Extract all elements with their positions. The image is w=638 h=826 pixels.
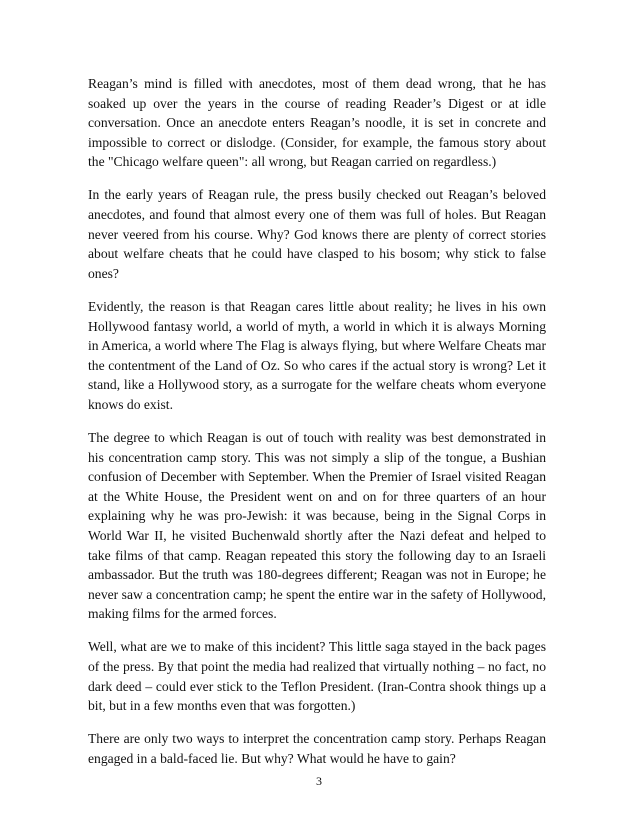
paragraph-6: There are only two ways to interpret the concentration camp story. Perhaps Reagan engaged in a bald-faced lie. But why? What would he have to gain? (88, 731, 546, 766)
paragraph-3: Evidently, the reason is that Reagan cares little about reality; he lives in his own Hollywood fantasy world, a world of myth, a world in which it is always Morning in America, a world where The Flag is always flying, but where Welfare Cheats mar the contentment of the Land of Oz. So who cares if the actual story is wrong? Let it stand, like a Hollywood story, as a surrogate for the welfare cheats whom everyone knows do exist. (88, 298, 546, 412)
paragraph-1: Reagan’s mind is filled with anecdotes, most of them dead wrong, that he has soaked up over the years in the course of reading Reader’s Digest or at idle conversation. Once an anecdote enters Reagan’s noodle, it is set in concrete and impossible to correct or dislodge. (Consider, for example, the famous story about the "Chicago welfare queen": all wrong, but Reagan carried on regardless.) (88, 76, 546, 170)
body-text (88, 74, 546, 782)
paragraph-5: Well, what are we to make of this incident? This little saga stayed in the back pages of the press. By that point the media had realized that virtually nothing – no fact, no dark deed – could ever stick to the Teflon President. (Iran-Contra shook things up a bit, but in a few months even that was forgotten.) (88, 639, 546, 714)
page-number: 3 (316, 774, 322, 788)
paragraph-4: The degree to which Reagan is out of touch with reality was best demonstrated in his concentration camp story. This was not simply a slip of the tongue, a Bushian confusion of December with September. When the Premier of Israel visited Reagan at the White House, the President went on and on for three quarters of an hour explaining why he was pro-Jewish: it was because, being in the Signal Corps in World War II, he visited Buchenwald shortly after the Nazi defeat and helped to take films of that camp. Reagan repeated this story the following day to an Israeli ambassador. But the truth was 180-degrees different; Reagan was not in Europe; he never saw a concentration camp; he spent the entire war in the safety of Hollywood, making films for the armed forces. (88, 430, 546, 622)
paragraph-2: In the early years of Reagan rule, the press busily checked out Reagan’s beloved anecdotes, and found that almost every one of them was full of holes. But Reagan never veered from his course. Why? God knows there are plenty of correct stories about welfare cheats that he could have clasped to his bosom; why stick to false ones? (88, 187, 546, 281)
